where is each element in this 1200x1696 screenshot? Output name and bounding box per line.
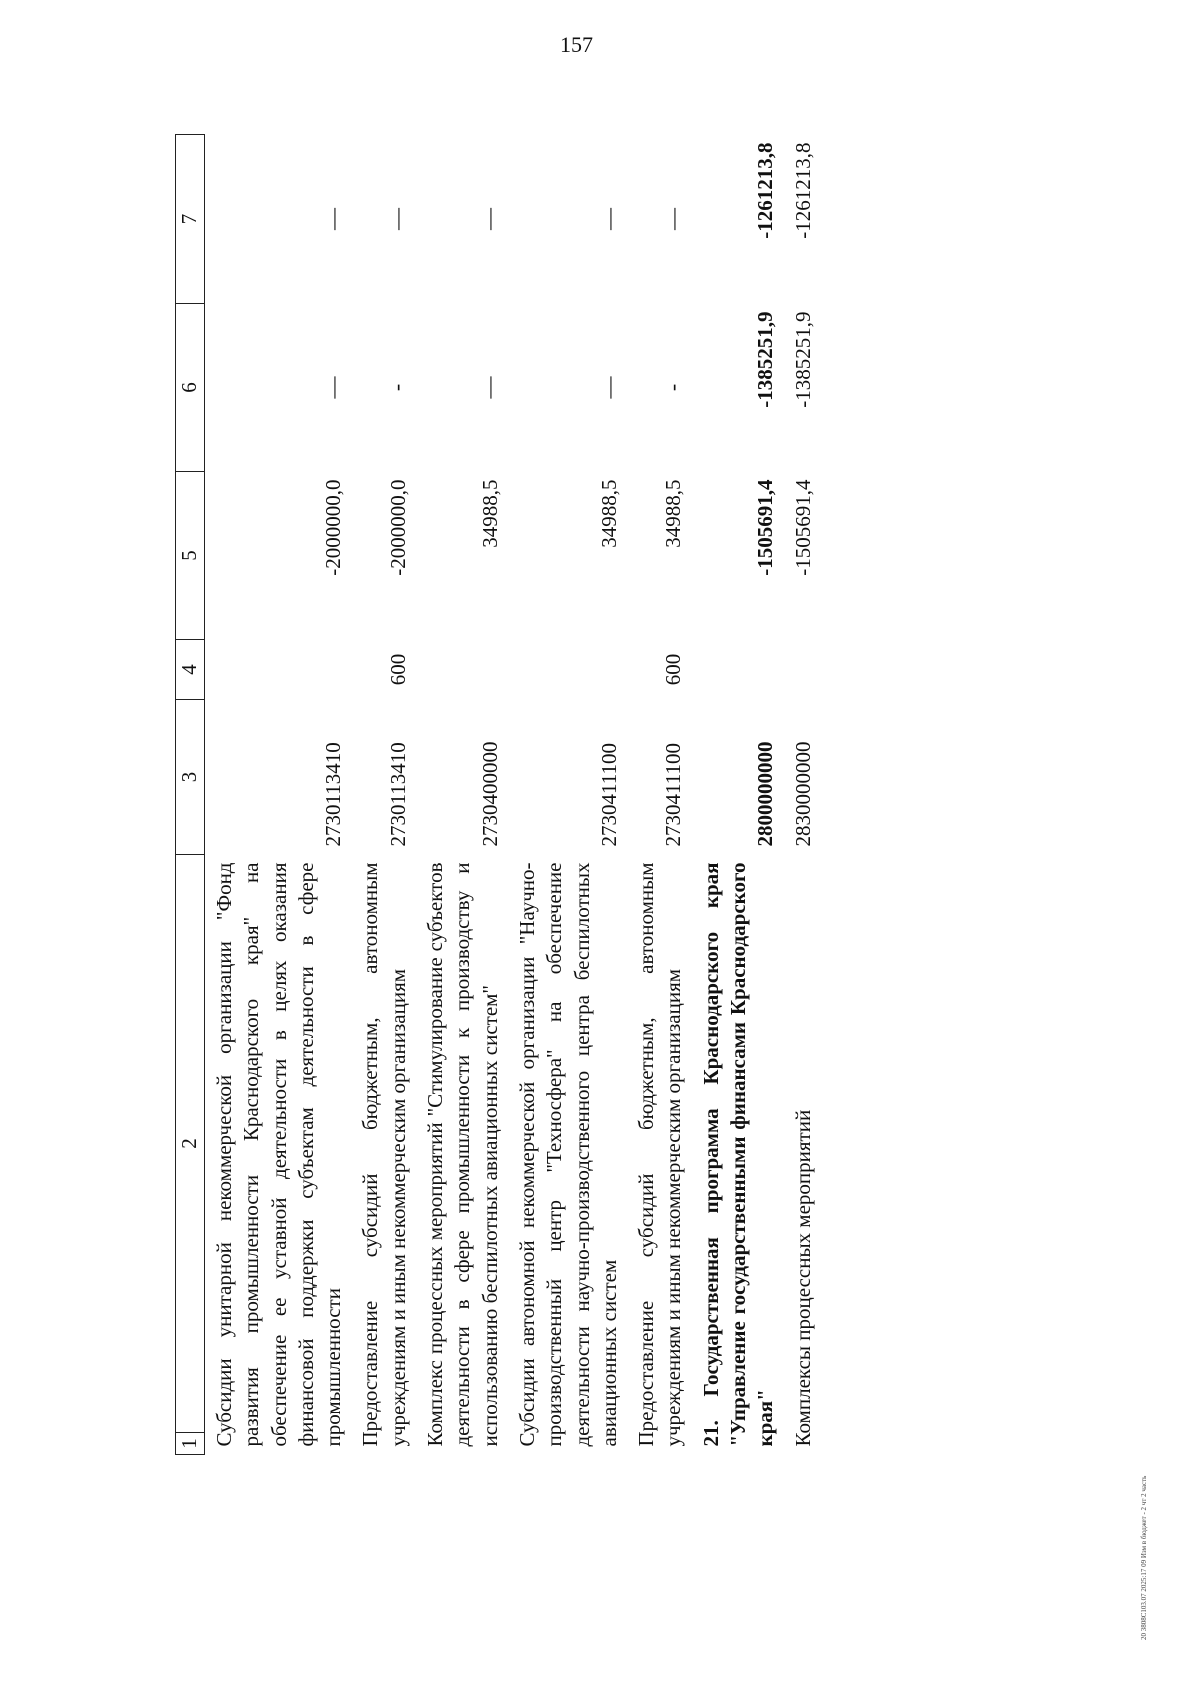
header-col-3: 3	[176, 700, 205, 855]
row-name: Субсидии автономной некоммерческой организации "Научно-производственный центр "Техносфера" на обеспечение деятельности научно-производственного центра беспилотных авиационных систем	[514, 862, 621, 1447]
row-name: Предоставление субсидий бюджетным, автономным учреждениям и иным некоммерческим организациям	[634, 862, 686, 1447]
row-code: 2730400000	[477, 741, 502, 847]
header-col-2: 2	[176, 855, 205, 1433]
row-vr	[205, 640, 352, 700]
row-name	[692, 855, 784, 1455]
table-row-program	[692, 135, 784, 1455]
row-value-5: 34988,5	[661, 479, 686, 548]
row-value-5: -1505691,4	[753, 479, 778, 576]
row-value-5: -2000000,0	[385, 479, 410, 576]
row-value-5: 34988,5	[477, 479, 502, 548]
row-vr	[508, 640, 627, 700]
row-value-6: —	[319, 376, 345, 399]
row-value-7: —	[595, 208, 621, 230]
row-value-6: —	[595, 376, 621, 399]
row-code: 2730113410	[385, 742, 410, 847]
row-value-7: —	[660, 208, 686, 230]
row-code: 2730411100	[661, 743, 686, 847]
row-value-5: 34988,5	[596, 479, 621, 548]
header-col-4: 4	[176, 640, 205, 700]
row-value-6: -1385251,9	[753, 311, 778, 408]
row-number: 21.	[698, 1420, 723, 1447]
row-code: 2830000000	[790, 741, 815, 847]
row-name: Комплекс процессных мероприятий "Стимулирование субъектов деятельности в сфере промышленности к производству и использованию беспилотных авиационных систем"	[423, 862, 502, 1447]
row-value-7: —	[476, 208, 502, 230]
row-code: 2800000000	[753, 741, 778, 847]
row-value-5: -1505691,4	[790, 479, 815, 576]
row-name-text: Государственная программа Краснодарского края "Управление государственными финансами Краснодарского края"	[698, 862, 778, 1447]
row-name: Комплексы процессных мероприятий	[790, 1109, 815, 1447]
header-col-1: 1	[176, 1433, 205, 1455]
row-value-6: -	[384, 383, 410, 392]
rotated-table-wrapper	[175, 135, 1055, 1455]
row-vr: 600	[661, 653, 686, 686]
row-name: Предоставление субсидий бюджетным, автономным учреждениям и иным некоммерческим организациям	[358, 862, 410, 1447]
footer-note: 20 3808C103.07 2025:17 09 Изм в бюджет - 2 чт 2 часть	[1140, 1475, 1148, 1640]
row-vr: 600	[385, 653, 410, 686]
row-value-6: -	[660, 383, 686, 392]
row-code: 2730411100	[596, 743, 621, 847]
header-col-5: 5	[176, 472, 205, 640]
row-value-6: —	[476, 376, 502, 399]
table-row	[416, 135, 508, 1455]
header-col-7: 7	[176, 135, 205, 304]
table-row	[627, 135, 692, 1455]
table-row	[508, 135, 627, 1455]
row-value-7: -1261213,8	[790, 142, 815, 239]
header-col-6: 6	[176, 304, 205, 472]
row-value-5: -2000000,0	[321, 479, 346, 576]
page-number: 157	[560, 32, 593, 57]
budget-table	[175, 134, 821, 1455]
row-code: 2730113410	[321, 742, 346, 847]
table-row	[351, 135, 416, 1455]
row-vr	[784, 640, 821, 700]
row-value-6: -1385251,9	[790, 311, 815, 408]
row-value-7: —	[319, 208, 345, 230]
row-value-7: —	[384, 208, 410, 230]
table-row	[784, 135, 821, 1455]
row-vr	[416, 640, 508, 700]
header-row	[176, 135, 205, 1455]
row-vr	[692, 640, 784, 700]
table-row	[205, 135, 352, 1455]
row-value-7: -1261213,8	[753, 142, 778, 239]
row-name: Субсидии унитарной некоммерческой организации "Фонд развития промышленности Краснодарского края" на обеспечение ее уставной деятельности в целях оказания финансовой поддержки субъектам деятельности в сфере промышленности	[212, 862, 346, 1447]
